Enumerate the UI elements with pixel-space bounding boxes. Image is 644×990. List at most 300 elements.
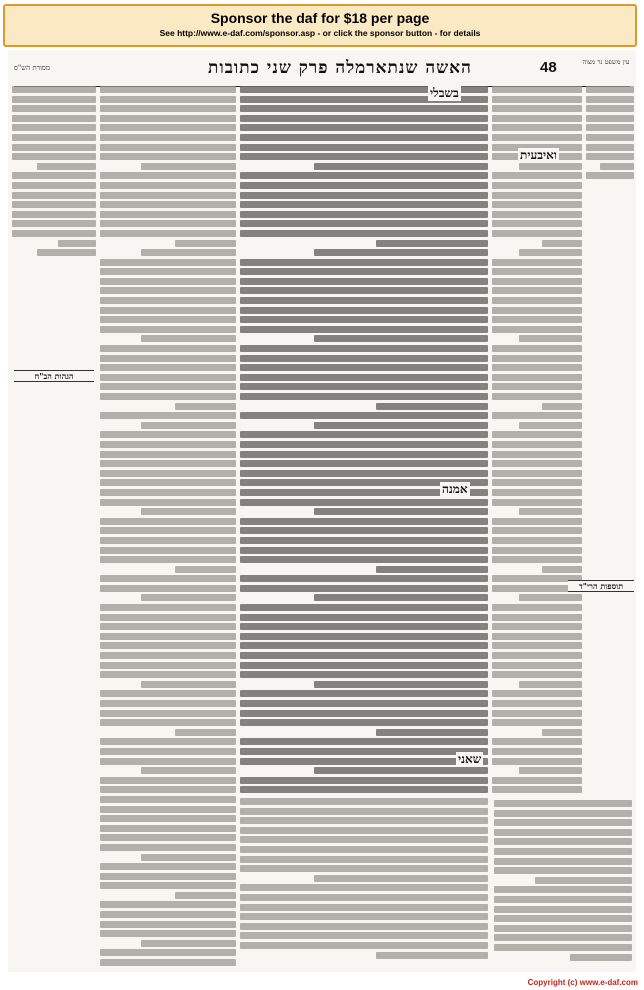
text-line: [314, 508, 488, 515]
hagahot-habach-title: הגהות הב"ח: [14, 370, 94, 382]
text-line: [100, 806, 236, 813]
text-line: [492, 96, 582, 103]
tosafot-commentary: [492, 86, 582, 794]
text-line: [141, 335, 236, 342]
text-line: [12, 220, 96, 227]
text-line: [37, 163, 96, 170]
text-line: [240, 942, 488, 949]
text-line: [100, 527, 236, 534]
text-line: [100, 815, 236, 822]
text-line: [100, 873, 236, 880]
text-line: [570, 954, 632, 961]
text-line: [492, 489, 582, 496]
text-line: [492, 287, 582, 294]
text-line: [58, 240, 96, 247]
text-line: [492, 345, 582, 352]
text-line: [240, 499, 488, 506]
text-line: [100, 374, 236, 381]
text-line: [492, 412, 582, 419]
text-line: [100, 259, 236, 266]
text-line: [12, 124, 96, 131]
text-line: [240, 441, 488, 448]
text-line: [100, 547, 236, 554]
text-line: [100, 144, 236, 151]
text-line: [494, 838, 632, 845]
text-line: [100, 393, 236, 400]
text-line: [100, 921, 236, 928]
text-line: [492, 134, 582, 141]
text-line: [240, 748, 488, 755]
text-line: [12, 230, 96, 237]
text-line: [240, 827, 488, 834]
text-line: [586, 86, 634, 93]
text-line: [240, 192, 488, 199]
text-line: [492, 431, 582, 438]
text-line: [175, 566, 236, 573]
text-line: [492, 777, 582, 784]
masoret-label: מסורת הש"ס: [14, 64, 51, 72]
text-line: [100, 268, 236, 275]
text-line: [12, 134, 96, 141]
text-line: [492, 259, 582, 266]
text-line: [240, 451, 488, 458]
text-line: [240, 614, 488, 621]
text-line: [240, 817, 488, 824]
text-line: [492, 451, 582, 458]
text-line: [240, 144, 488, 151]
text-line: [100, 134, 236, 141]
bottom-commentary: [240, 798, 488, 968]
text-line: [240, 278, 488, 285]
text-line: [492, 316, 582, 323]
text-line: [492, 172, 582, 179]
text-line: [314, 594, 488, 601]
text-line: [240, 585, 488, 592]
text-line: [141, 508, 236, 515]
text-line: [100, 326, 236, 333]
text-line: [492, 527, 582, 534]
text-line: [492, 105, 582, 112]
text-line: [100, 556, 236, 563]
dibur-hamatchil-inner: ואיבעית: [520, 148, 557, 162]
text-line: [492, 556, 582, 563]
text-line: [100, 479, 236, 486]
text-line: [240, 932, 488, 939]
text-line: [240, 758, 488, 765]
text-line: [492, 182, 582, 189]
text-line: [492, 393, 582, 400]
text-line: [100, 604, 236, 611]
text-line: [100, 844, 236, 851]
text-line: [492, 719, 582, 726]
text-line: [492, 671, 582, 678]
text-line: [240, 846, 488, 853]
text-line: [100, 192, 236, 199]
text-line: [100, 901, 236, 908]
text-line: [535, 877, 632, 884]
text-line: [492, 652, 582, 659]
text-line: [240, 537, 488, 544]
text-line: [240, 856, 488, 863]
page-number: 48: [540, 59, 557, 76]
text-line: [492, 479, 582, 486]
text-line: [376, 952, 488, 959]
text-line: [100, 719, 236, 726]
text-line: [100, 671, 236, 678]
text-line: [100, 738, 236, 745]
text-line: [492, 326, 582, 333]
text-line: [492, 499, 582, 506]
text-line: [240, 297, 488, 304]
text-line: [492, 278, 582, 285]
text-line: [240, 652, 488, 659]
text-line: [100, 278, 236, 285]
text-line: [519, 335, 582, 342]
text-line: [519, 767, 582, 774]
text-line: [519, 422, 582, 429]
sponsor-subtitle[interactable]: See http://www.e-daf.com/sponsor.asp - or click the sponsor button - for details: [159, 28, 481, 38]
text-line: [314, 767, 488, 774]
text-line: [492, 604, 582, 611]
text-line: [240, 798, 488, 805]
text-line: [175, 892, 236, 899]
text-line: [240, 268, 488, 275]
text-line: [141, 594, 236, 601]
text-line: [12, 115, 96, 122]
text-line: [494, 934, 632, 941]
tosafot-rid-commentary: [494, 800, 632, 966]
text-line: [12, 172, 96, 179]
text-line: [240, 633, 488, 640]
rashi-commentary: [100, 86, 236, 966]
text-line: [492, 230, 582, 237]
text-line: [240, 671, 488, 678]
text-line: [12, 144, 96, 151]
text-line: [100, 614, 236, 621]
text-line: [519, 681, 582, 688]
text-line: [12, 211, 96, 218]
text-line: [492, 383, 582, 390]
text-line: [492, 547, 582, 554]
text-line: [100, 748, 236, 755]
text-line: [240, 662, 488, 669]
text-line: [100, 633, 236, 640]
text-line: [494, 800, 632, 807]
text-line: [519, 249, 582, 256]
text-line: [240, 894, 488, 901]
right-margin-notes: [586, 86, 634, 606]
text-line: [492, 460, 582, 467]
text-line: [100, 86, 236, 93]
text-line: [100, 105, 236, 112]
text-line: [12, 86, 96, 93]
text-line: [240, 326, 488, 333]
text-line: [240, 115, 488, 122]
text-line: [240, 124, 488, 131]
copyright-notice[interactable]: Copyright (c) www.e-daf.com: [527, 978, 638, 987]
text-line: [600, 163, 634, 170]
text-line: [314, 335, 488, 342]
text-line: [586, 115, 634, 122]
page-footer: [0, 978, 644, 990]
text-line: [100, 911, 236, 918]
text-line: [494, 886, 632, 893]
text-line: [240, 230, 488, 237]
text-line: [314, 422, 488, 429]
text-line: [240, 412, 488, 419]
text-line: [492, 297, 582, 304]
text-line: [586, 153, 634, 160]
text-line: [100, 470, 236, 477]
text-line: [240, 211, 488, 218]
text-line: [492, 364, 582, 371]
tosafot-rid-title: תוספות הרי"ד: [568, 580, 634, 592]
text-line: [492, 614, 582, 621]
text-line: [175, 240, 236, 247]
text-line: [240, 105, 488, 112]
text-line: [100, 441, 236, 448]
text-line: [141, 422, 236, 429]
text-line: [542, 240, 583, 247]
text-line: [12, 192, 96, 199]
text-line: [586, 124, 634, 131]
text-line: [100, 825, 236, 832]
text-line: [492, 662, 582, 669]
dibur-hamatchil-center-2: אמנה: [442, 482, 468, 496]
text-line: [100, 642, 236, 649]
text-line: [492, 307, 582, 314]
text-line: [175, 403, 236, 410]
text-line: [240, 527, 488, 534]
text-line: [100, 499, 236, 506]
text-line: [141, 767, 236, 774]
text-line: [494, 896, 632, 903]
text-line: [240, 923, 488, 930]
text-line: [100, 412, 236, 419]
text-line: [240, 700, 488, 707]
text-line: [494, 944, 632, 951]
text-line: [494, 810, 632, 817]
sponsor-title[interactable]: Sponsor the daf for $18 per page: [210, 10, 430, 26]
text-line: [141, 249, 236, 256]
text-line: [240, 518, 488, 525]
text-line: [100, 758, 236, 765]
text-line: [100, 777, 236, 784]
ein-mishpat-label: עין משפט נר מצוה: [582, 58, 630, 66]
text-line: [100, 172, 236, 179]
text-line: [100, 220, 236, 227]
text-line: [100, 460, 236, 467]
text-line: [586, 105, 634, 112]
text-line: [492, 642, 582, 649]
text-line: [100, 115, 236, 122]
text-line: [376, 403, 488, 410]
text-line: [240, 201, 488, 208]
text-line: [240, 604, 488, 611]
text-line: [12, 153, 96, 160]
text-line: [12, 182, 96, 189]
text-line: [100, 230, 236, 237]
text-line: [492, 201, 582, 208]
text-line: [494, 906, 632, 913]
text-line: [494, 867, 632, 874]
text-line: [100, 585, 236, 592]
text-line: [100, 364, 236, 371]
text-line: [100, 949, 236, 956]
text-line: [492, 211, 582, 218]
text-line: [519, 163, 582, 170]
text-line: [492, 758, 582, 765]
text-line: [240, 345, 488, 352]
text-line: [100, 652, 236, 659]
text-line: [240, 172, 488, 179]
text-line: [314, 875, 488, 882]
text-line: [542, 566, 583, 573]
dibur-hamatchil-bottom: שאני: [458, 752, 482, 766]
text-line: [100, 316, 236, 323]
text-line: [100, 383, 236, 390]
text-line: [586, 96, 634, 103]
text-line: [492, 700, 582, 707]
text-line: [100, 834, 236, 841]
text-line: [240, 836, 488, 843]
text-line: [100, 451, 236, 458]
text-line: [100, 355, 236, 362]
dibur-hamatchil-center: בשבלי: [430, 86, 459, 100]
text-line: [492, 355, 582, 362]
text-line: [240, 383, 488, 390]
text-line: [314, 249, 488, 256]
text-line: [492, 748, 582, 755]
text-line: [492, 192, 582, 199]
text-line: [240, 623, 488, 630]
text-line: [492, 220, 582, 227]
talmud-page: [8, 50, 636, 972]
text-line: [100, 124, 236, 131]
text-line: [240, 738, 488, 745]
text-line: [100, 96, 236, 103]
text-line: [141, 163, 236, 170]
text-line: [100, 287, 236, 294]
text-line: [494, 848, 632, 855]
text-line: [314, 681, 488, 688]
text-line: [240, 690, 488, 697]
text-line: [492, 115, 582, 122]
text-line: [494, 819, 632, 826]
text-line: [240, 786, 488, 793]
text-line: [100, 623, 236, 630]
text-line: [100, 700, 236, 707]
text-line: [240, 316, 488, 323]
text-line: [141, 681, 236, 688]
text-line: [240, 904, 488, 911]
text-line: [100, 518, 236, 525]
text-line: [492, 518, 582, 525]
text-line: [492, 86, 582, 93]
text-line: [492, 537, 582, 544]
text-line: [12, 201, 96, 208]
text-line: [100, 297, 236, 304]
text-line: [100, 153, 236, 160]
text-line: [37, 249, 96, 256]
text-line: [240, 364, 488, 371]
text-line: [492, 633, 582, 640]
text-line: [12, 96, 96, 103]
text-line: [542, 403, 583, 410]
text-line: [12, 105, 96, 112]
text-line: [240, 719, 488, 726]
text-line: [240, 460, 488, 467]
page-title: האשה שנתארמלה פרק שני כתובות: [208, 58, 472, 78]
text-line: [240, 575, 488, 582]
text-line: [100, 959, 236, 966]
text-line: [492, 786, 582, 793]
text-line: [494, 829, 632, 836]
text-line: [492, 268, 582, 275]
text-line: [100, 662, 236, 669]
text-line: [100, 489, 236, 496]
text-line: [376, 566, 488, 573]
text-line: [100, 690, 236, 697]
text-line: [100, 345, 236, 352]
text-line: [519, 508, 582, 515]
text-line: [240, 884, 488, 891]
text-line: [240, 287, 488, 294]
text-line: [100, 710, 236, 717]
text-line: [100, 537, 236, 544]
text-line: [100, 575, 236, 582]
sponsor-banner[interactable]: [3, 4, 637, 47]
text-line: [586, 172, 634, 179]
text-line: [100, 182, 236, 189]
text-line: [240, 547, 488, 554]
text-line: [240, 642, 488, 649]
text-line: [141, 940, 236, 947]
text-line: [240, 913, 488, 920]
text-line: [494, 915, 632, 922]
text-line: [240, 710, 488, 717]
text-line: [175, 729, 236, 736]
text-line: [492, 710, 582, 717]
text-line: [240, 556, 488, 563]
text-line: [100, 201, 236, 208]
text-line: [492, 738, 582, 745]
text-line: [492, 470, 582, 477]
text-line: [586, 144, 634, 151]
page-masthead: [8, 56, 636, 82]
text-line: [240, 134, 488, 141]
text-line: [492, 690, 582, 697]
text-line: [100, 431, 236, 438]
text-line: [492, 124, 582, 131]
text-line: [240, 431, 488, 438]
text-line: [100, 930, 236, 937]
text-line: [376, 240, 488, 247]
text-line: [100, 307, 236, 314]
text-line: [586, 134, 634, 141]
text-line: [240, 777, 488, 784]
text-line: [100, 882, 236, 889]
text-line: [240, 153, 488, 160]
text-line: [240, 182, 488, 189]
text-line: [492, 374, 582, 381]
text-line: [100, 796, 236, 803]
text-line: [240, 355, 488, 362]
text-line: [494, 925, 632, 932]
text-line: [492, 441, 582, 448]
text-line: [141, 854, 236, 861]
text-line: [100, 786, 236, 793]
